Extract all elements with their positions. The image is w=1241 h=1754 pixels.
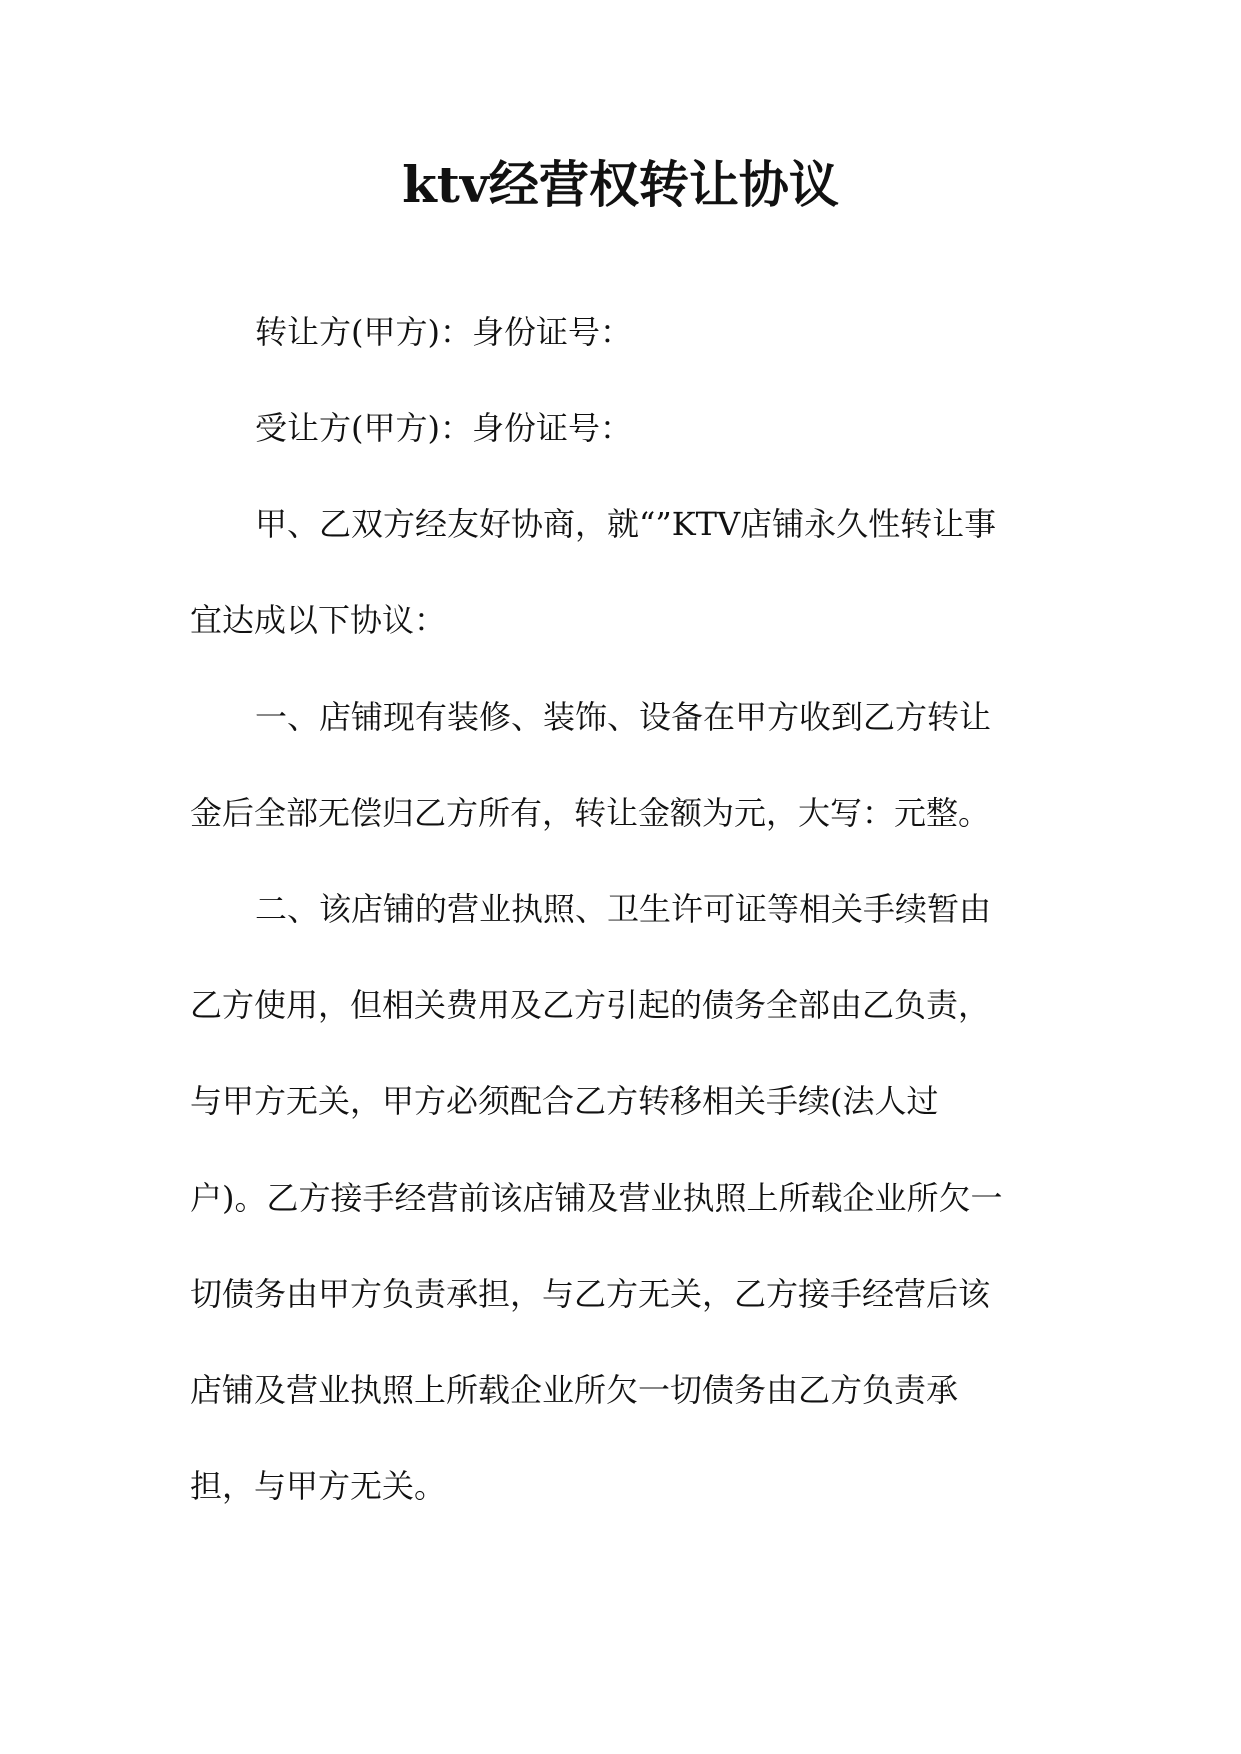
clause-2-line-4: 户)。乙方接手经营前该店铺及营业执照上所载企业所欠一 — [190, 1179, 1003, 1217]
intro-paragraph-line-1: 甲、乙双方经友好协商，就“”KTV店铺永久性转让事 — [255, 505, 997, 543]
clause-2-line-2: 乙方使用，但相关费用及乙方引起的债务全部由乙负责， — [190, 986, 991, 1024]
clause-1-line-2: 金后全部无偿归乙方所有，转让金额为元，大写：元整。 — [190, 794, 991, 832]
clause-1-line-1: 一、店铺现有装修、装饰、设备在甲方收到乙方转让 — [255, 698, 992, 736]
clause-2-line-6: 店铺及营业执照上所载企业所欠一切债务由乙方负责承 — [190, 1371, 959, 1409]
intro-paragraph-line-2: 宜达成以下协议： — [190, 601, 447, 639]
transferee-line: 受让方(甲方)：身份证号： — [255, 409, 632, 447]
clause-2-line-3: 与甲方无关，甲方必须配合乙方转移相关手续(法人过 — [190, 1082, 939, 1120]
clause-2-line-7: 担，与甲方无关。 — [190, 1467, 447, 1505]
document-title: ktv经营权转让协议 — [402, 155, 839, 214]
clause-2-line-5: 切债务由甲方负责承担，与乙方无关，乙方接手经营后该 — [190, 1275, 991, 1313]
transferor-line: 转让方(甲方)：身份证号： — [255, 313, 632, 351]
clause-2-line-1: 二、该店铺的营业执照、卫生许可证等相关手续暂由 — [255, 890, 992, 928]
